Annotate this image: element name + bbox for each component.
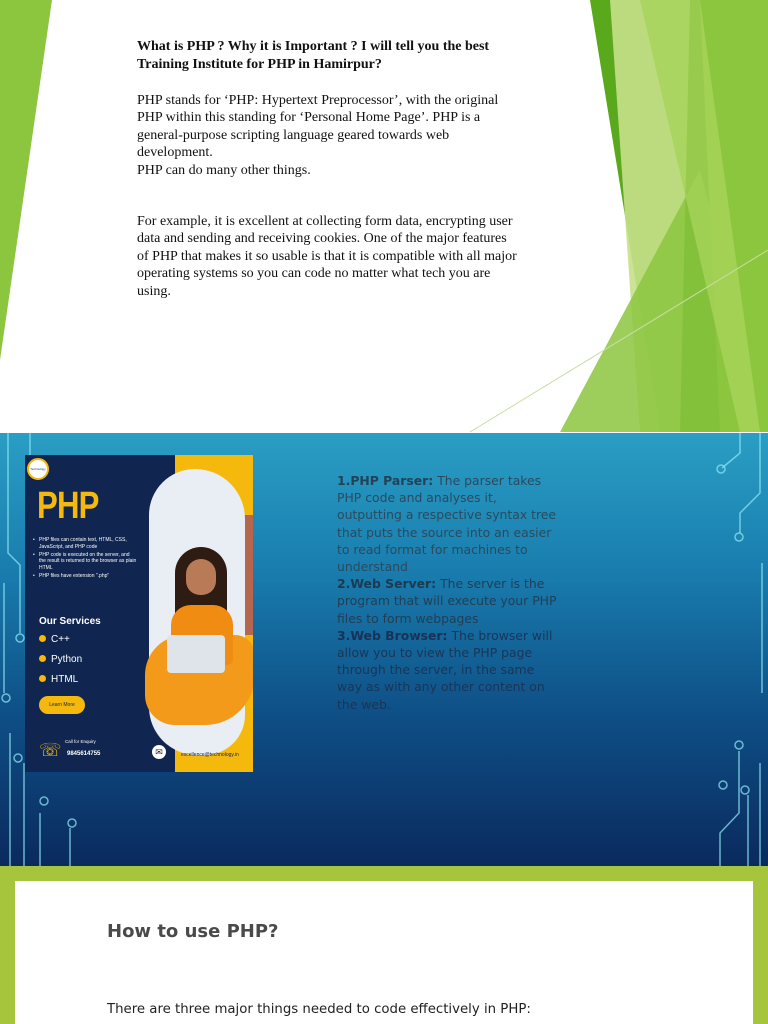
service-item: Python	[39, 654, 82, 665]
slide1-paragraph-3: For example, it is excellent at collecting form data, encrypting user data and sending and receiving cookies. One of the major features of PHP that makes it so usable is that it is compatible with all major operating systems so you can code no matter what tech you are using.	[137, 214, 517, 299]
poster-bullets	[33, 537, 137, 581]
component-item-parser: 1.PHP Parser: The parser takes PHP code and analyses it, outputting a respective syntax tree that puts the source into an easier to read format for machines to understand	[337, 473, 557, 575]
slide1-paragraph-2: PHP can do many other things.	[137, 162, 311, 178]
bullet-dot-icon	[39, 655, 46, 662]
bullet-dot-icon	[39, 635, 46, 642]
bullet-dot-icon	[39, 675, 46, 682]
slide1-text-block	[137, 38, 517, 300]
phone-number: 9845614755	[67, 751, 101, 757]
slide1-title: What is PHP ? Why it is Important ? I will tell you the best Training Institute for PHP in Hamirpur?	[137, 39, 490, 72]
laptop-image	[167, 635, 225, 673]
slide1-paragraph-1: PHP stands for ‘PHP: Hypertext Preprocessor’, with the original PHP within this standing for ‘Personal Home Page’. PHP is a general-purpose scripting language geared towards web development.	[137, 93, 499, 161]
slide-how-to-use-php	[15, 881, 753, 1024]
poster-bullet: • PHP files have extension ".php"	[33, 573, 137, 580]
poster-heading: PHP	[37, 485, 99, 527]
component-item-server: 2.Web Server: The server is the program that will execute your PHP files to form webpages	[337, 576, 557, 626]
poster-services-title: Our Services	[39, 616, 101, 627]
left-green-shape	[0, 0, 52, 360]
poster-email: excellence@technology.in	[181, 752, 239, 758]
phone-icon: ☏	[39, 740, 62, 760]
slide3-heading: How to use PHP?	[107, 921, 279, 942]
poster-logo: Technology	[27, 458, 49, 480]
slide-php-components	[0, 433, 768, 866]
poster-bullet: • PHP code is executed on the server, and the result is returned to the browser as plain HTML	[33, 552, 137, 572]
learn-more-button[interactable]: Learn More	[39, 696, 85, 714]
php-components-list	[337, 472, 557, 713]
service-item: HTML	[39, 674, 78, 685]
slide3-paragraph: There are three major things needed to code effectively in PHP:	[107, 1002, 531, 1017]
poster-bullet: • PHP files can contain text, HTML, CSS, JavaScript, and PHP code	[33, 537, 137, 551]
slide-what-is-php	[0, 0, 768, 432]
component-item-browser: 3.Web Browser: The browser will allow you to view the PHP page through the server, in the same way as with any other content on the web.	[337, 627, 553, 712]
php-course-poster	[25, 455, 253, 772]
service-item: C++	[39, 634, 70, 645]
call-label: Call for Enquiry	[65, 739, 96, 744]
mail-icon: ✉	[152, 745, 166, 759]
